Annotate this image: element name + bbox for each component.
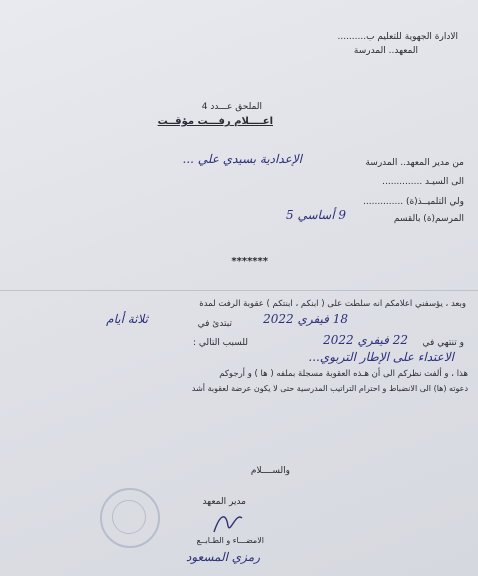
starts-label: تبتدئ في: [197, 319, 232, 329]
school-header: المعهد.. المدرسة: [353, 46, 418, 56]
annex-label: الملحق عـــدد 4: [201, 102, 262, 112]
duration-handwritten: ثلاثة أيام: [106, 312, 148, 326]
body-line-6: دعوته (ها) الى الانضباط و احترام التراتيب المدرسية حتى لا يكون عرضة لعقوبة أشد: [191, 384, 468, 393]
director-label: مدير المعهد: [202, 497, 246, 507]
from-handwritten-value: الإعدادية بسيدي علي ...: [182, 152, 302, 166]
to-label: الى السيـد ..............: [382, 177, 464, 187]
reason-label: للسبب التالي :: [192, 338, 248, 348]
end-date-handwritten: 22 فيفري 2022: [323, 333, 408, 347]
guardian-label: ولي التلميــذ(ة) ..............: [363, 197, 464, 207]
document-title: اعــــلام رفـــت مؤقــت: [157, 116, 273, 127]
class-label: المرسم(ة) بالقسم: [393, 214, 464, 224]
ministry-header: الادارة الجهوية للتعليم ب..........: [337, 32, 458, 42]
signature-scribble: [208, 508, 248, 538]
reason-handwritten: الاعتداء على الإطار التربوي...: [308, 350, 454, 364]
class-handwritten-value: 9 أساسي 5: [285, 208, 346, 222]
start-date-handwritten: 18 فيفري 2022: [263, 312, 348, 326]
body-line-5: هذا ، و ألفت نظركم الى أن هـذه العقوبة مسجلة بملفه ( ها ) و أرجوكم: [219, 369, 468, 379]
closing-salutation: والســــلام: [250, 466, 290, 476]
signatory-name: رمزي المسعود: [185, 550, 260, 564]
body-line-1: وبعد ، يؤسفني اعلامكم انه سلطت على ( ابنكم ، ابنتكم ) عقوبة الرفت لمدة: [199, 299, 466, 309]
ends-label: و تنتهي في: [422, 338, 464, 348]
from-label: من مدير المعهد.. المدرسة: [365, 158, 464, 168]
paper-fold-line: [0, 290, 478, 291]
separator-stars: *******: [231, 256, 268, 267]
official-stamp: [100, 488, 160, 548]
signature-label: الامضـــاء و الطـابــع: [196, 536, 264, 545]
